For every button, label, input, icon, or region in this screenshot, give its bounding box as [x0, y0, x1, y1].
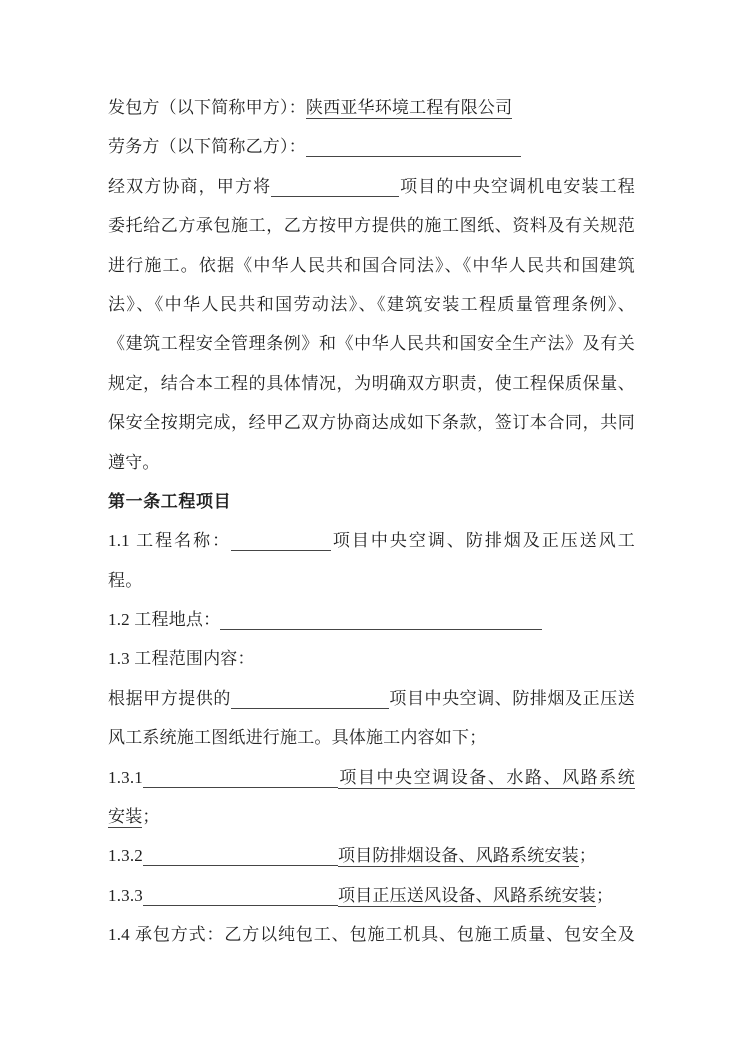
fill-in-blank-underline [231, 532, 331, 551]
text-segment: 1.1 工程名称： [108, 531, 232, 551]
text-segment: ； [578, 846, 597, 866]
document-line [108, 324, 635, 363]
text-segment: 根据甲方提供的 [108, 688, 231, 708]
underlined-text-segment: 项目防排烟设备、风路系统安装 [338, 846, 579, 866]
text-segment: 项目的中央空调机电安装工程 [399, 176, 635, 196]
text-segment: 程。 [108, 570, 143, 590]
document-line [108, 443, 635, 482]
document-line [108, 758, 635, 797]
fill-in-blank-underline [306, 138, 521, 157]
text-segment: 经双方协商，甲方将 [108, 176, 272, 196]
text-segment: 1.2 工程地点： [108, 610, 221, 630]
document-line [108, 403, 635, 442]
text-segment: 项目中央空调、防排烟及正压送风工 [331, 531, 635, 551]
fill-in-blank-underline [143, 847, 338, 866]
section-heading [108, 482, 635, 521]
document-line [108, 561, 635, 600]
document-line [108, 600, 635, 639]
text-segment: 劳务方（以下简称乙方）： [108, 137, 306, 157]
text-segment: 委托给乙方承包施工，乙方按甲方提供的施工图纸、资料及有关规范 [108, 216, 635, 236]
fill-in-blank-underline [143, 769, 338, 788]
text-segment: 发包方（以下简称甲方）： [108, 98, 306, 117]
document-line [108, 521, 635, 560]
document-line [108, 797, 635, 836]
document-line [108, 718, 635, 757]
document-line [108, 836, 635, 875]
document-line [108, 639, 635, 678]
text-segment: 法》、《中华人民共和国劳动法》、《建筑安装工程质量管理条例》、 [108, 294, 635, 314]
document-line [108, 246, 635, 285]
document-line [108, 167, 635, 206]
text-segment: 规定，结合本工程的具体情况，为明确双方职责，使工程保质保量、 [108, 373, 635, 393]
fill-in-blank-underline [271, 178, 399, 197]
document-body [108, 88, 635, 955]
document-line [108, 679, 635, 718]
fill-in-blank-underline [220, 611, 542, 630]
text-segment: ； [596, 885, 614, 905]
text-segment: 《建筑工程安全管理条例》和《中华人民共和国安全生产法》及有关 [108, 334, 635, 354]
text-segment: 1.3 工程范围内容： [108, 649, 255, 669]
text-segment: 进行施工。依据《中华人民共和国合同法》、《中华人民共和国建筑 [108, 255, 635, 275]
document-line [108, 127, 635, 166]
text-segment: 第一条工程项目 [108, 491, 232, 511]
document-line [108, 88, 635, 127]
text-segment: 项目中央空调、防排烟及正压送 [389, 688, 635, 708]
underlined-text-segment: 安装 [108, 807, 143, 827]
text-segment: 1.3.1 [108, 767, 143, 787]
underlined-text-segment: 项目中央空调设备、水路、风路系统 [338, 767, 635, 787]
document-line [108, 876, 635, 915]
text-segment: 1.3.3 [108, 885, 143, 905]
text-segment: 遵守。 [108, 452, 160, 472]
text-segment: 1.3.2 [108, 846, 143, 866]
fill-in-blank-underline [143, 887, 338, 906]
document-line [108, 206, 635, 245]
document-line [108, 364, 635, 403]
text-segment: 1.4 承包方式：乙方以纯包工、包施工机具、包施工质量、包安全及 [108, 925, 635, 945]
fill-in-blank-underline [231, 690, 389, 709]
underlined-text-segment: 陕西亚华环境工程有限公司 [305, 98, 513, 117]
text-segment: ； [142, 807, 160, 827]
document-line [108, 915, 635, 954]
text-segment: 保安全按期完成，经甲乙双方协商达成如下条款，签订本合同，共同 [108, 413, 635, 433]
text-segment: 风工系统施工图纸进行施工。具体施工内容如下； [108, 728, 487, 748]
underlined-text-segment: 项目正压送风设备、风路系统安装 [338, 885, 596, 905]
document-line [108, 285, 635, 324]
